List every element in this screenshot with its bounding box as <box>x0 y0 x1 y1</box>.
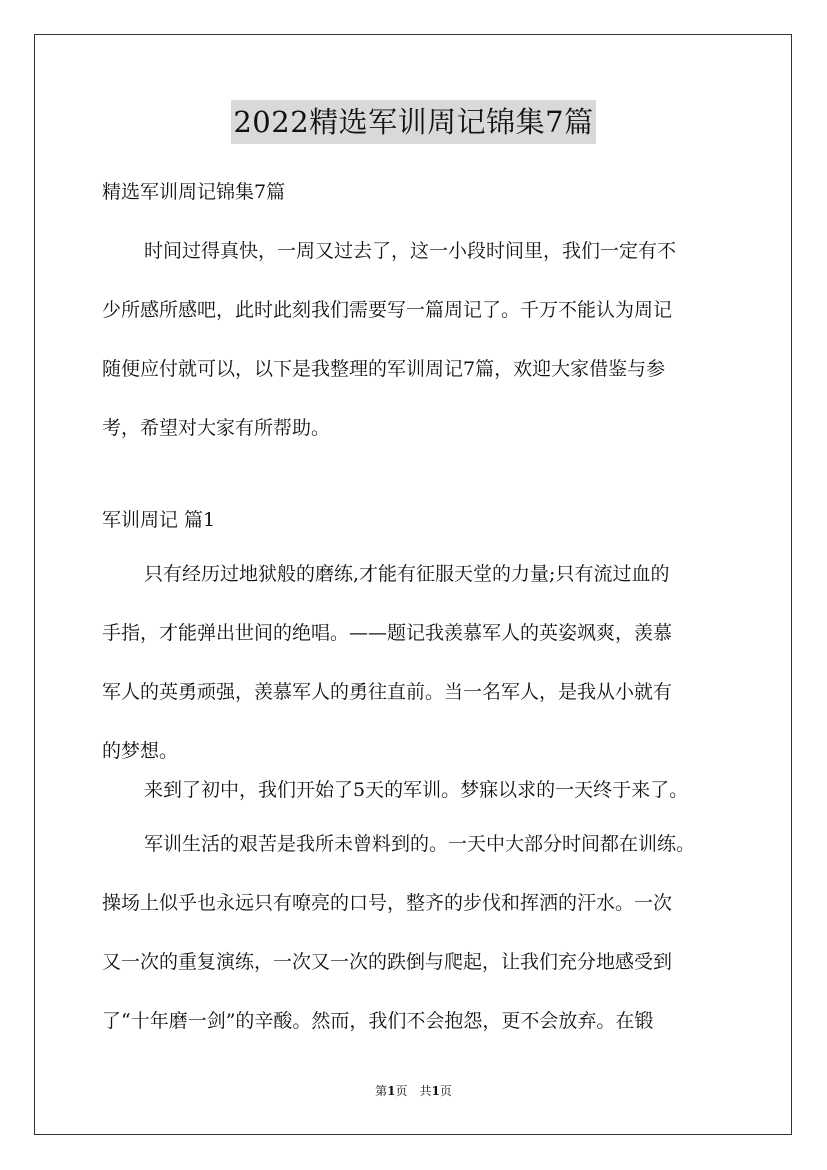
paragraph-line: 军训生活的艰苦是我所未曾料到的。一天中大部分时间都在训练。 <box>144 833 696 855</box>
paragraph-line: 又一次的重复演练，一次又一次的跌倒与爬起，让我们充分地感受到 <box>102 951 673 973</box>
intro-line: 随便应付就可以，以下是我整理的军训周记7篇，欢迎大家借鉴与参 <box>102 358 666 380</box>
document-title: 2022精选军训周记锦集7篇 <box>231 100 595 144</box>
paragraph-line: 只有经历过地狱般的磨练,才能有征服天堂的力量;只有流过血的 <box>144 563 670 585</box>
paragraph-line: 操场上似乎也永远只有嘹亮的口号，整齐的步伐和挥洒的汗水。一次 <box>102 892 673 914</box>
page-current-number: 1 <box>387 1084 396 1098</box>
intro-line: 考，希望对大家有所帮助。 <box>102 417 331 439</box>
intro-paragraph <box>102 222 742 458</box>
page-footer <box>0 1083 827 1099</box>
page-total-number: 1 <box>431 1084 440 1098</box>
page-label-mid: 页 共 <box>395 1084 432 1098</box>
title-container <box>0 100 827 144</box>
section-heading <box>102 491 742 550</box>
paragraph-line: 了“十年磨一剑”的辛酸。然而，我们不会抱怨，更不会放弃。在锻 <box>102 1010 654 1032</box>
section-heading-text: 军训周记 篇1 <box>102 509 216 531</box>
paragraph-line: 的梦想。 <box>102 740 179 762</box>
body-paragraph-2 <box>102 761 742 820</box>
body-paragraph-3 <box>102 815 742 1051</box>
intro-line: 少所感所感吧，此时此刻我们需要写一篇周记了。千万不能认为周记 <box>102 299 673 321</box>
paragraph-line: 手指，才能弹出世间的绝唱。——题记我羡慕军人的英姿飒爽，羡慕 <box>102 622 673 644</box>
paragraph-line: 军人的英勇顽强，羡慕军人的勇往直前。当一名军人，是我从小就有 <box>102 681 673 703</box>
body-paragraph-1 <box>102 545 742 781</box>
page-label-suffix: 页 <box>439 1084 452 1098</box>
subtitle-text: 精选军训周记锦集7篇 <box>102 181 286 203</box>
paragraph-line: 来到了初中，我们开始了5天的军训。梦寐以求的一天终于来了。 <box>144 779 689 801</box>
document-subtitle <box>102 163 742 222</box>
page-label-prefix: 第 <box>375 1084 388 1098</box>
intro-line: 时间过得真快，一周又过去了，这一小段时间里，我们一定有不 <box>144 240 677 262</box>
